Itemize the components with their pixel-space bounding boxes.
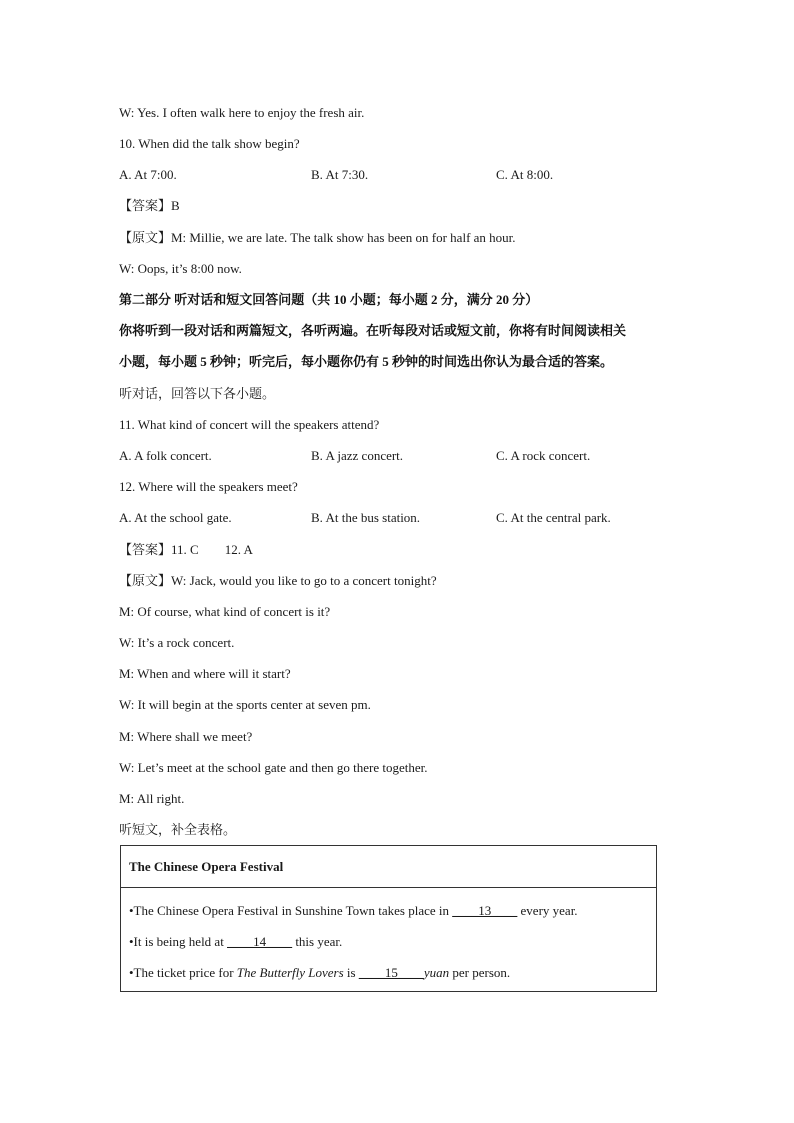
festival-table bbox=[120, 845, 657, 992]
option-a: A. A folk concert. bbox=[119, 448, 212, 463]
row-text: •It is being held at bbox=[129, 934, 228, 949]
listen-passage-instruction: 听短文，补全表格。 bbox=[119, 822, 237, 837]
dialog-line: M: When and where will it start? bbox=[119, 666, 291, 681]
currency-italic: yuan bbox=[423, 965, 450, 980]
dialog-line: M: Of course, what kind of concert is it? bbox=[119, 604, 331, 619]
dialog-line: W: Yes. I often walk here to enjoy the fresh air. bbox=[119, 105, 365, 120]
question-12-options bbox=[119, 510, 639, 526]
table-row bbox=[129, 903, 578, 919]
dialog-line: W: Let’s meet at the school gate and then go there together. bbox=[119, 760, 428, 775]
table-row bbox=[129, 934, 342, 950]
row-text: per person. bbox=[449, 965, 511, 980]
question-10: 10. When did the talk show begin? bbox=[119, 136, 300, 151]
part-2-title: 第二部分 听对话和短文回答问题（共 10 小题；每小题 2 分，满分 20 分） bbox=[119, 292, 539, 307]
option-a: A. At the school gate. bbox=[119, 510, 232, 525]
row-text: is bbox=[343, 965, 359, 980]
dialog-line: W: Oops, it’s 8:00 now. bbox=[119, 261, 242, 276]
question-11: 11. What kind of concert will the speakers attend? bbox=[119, 417, 380, 432]
blank-13: ____13____ bbox=[452, 903, 518, 918]
answer-10: 【答案】B bbox=[119, 198, 180, 213]
question-12: 12. Where will the speakers meet? bbox=[119, 479, 298, 494]
option-c: C. At the central park. bbox=[496, 510, 611, 525]
dialog-line: W: It will begin at the sports center at seven pm. bbox=[119, 697, 371, 712]
listen-dialog-instruction: 听对话，回答以下各小题。 bbox=[119, 386, 276, 401]
table-title: The Chinese Opera Festival bbox=[129, 859, 284, 874]
table-header bbox=[121, 846, 656, 888]
option-a: A. At 7:00. bbox=[119, 167, 177, 182]
row-text: every year. bbox=[517, 903, 578, 918]
question-11-options bbox=[119, 448, 639, 464]
option-c: C. A rock concert. bbox=[496, 448, 591, 463]
option-b: B. A jazz concert. bbox=[311, 448, 404, 463]
blank-14: ____14____ bbox=[227, 934, 293, 949]
question-10-options bbox=[119, 167, 639, 183]
row-text: this year. bbox=[292, 934, 343, 949]
part-2-instructions-1: 你将听到一段对话和两篇短文，各听两遍。在听每段对话或短文前，你将有时间阅读相关 bbox=[119, 323, 627, 338]
option-b: B. At 7:30. bbox=[311, 167, 369, 182]
blank-15: ____15____ bbox=[358, 965, 424, 980]
option-b: B. At the bus station. bbox=[311, 510, 421, 525]
dialog-line: W: It’s a rock concert. bbox=[119, 635, 235, 650]
dialog-line: M: All right. bbox=[119, 791, 185, 806]
original-text-10: 【原文】M: Millie, we are late. The talk show has been on for half an hour. bbox=[119, 230, 516, 245]
table-row bbox=[129, 965, 510, 981]
original-text-11: 【原文】W: Jack, would you like to go to a concert tonight? bbox=[119, 573, 437, 588]
answer-11-12: 【答案】11. C 12. A bbox=[119, 542, 253, 557]
part-2-instructions-2: 小题，每小题 5 秒钟；听完后，每小题你仍有 5 秒钟的时间选出你认为最合适的答案。 bbox=[119, 354, 614, 369]
option-c: C. At 8:00. bbox=[496, 167, 554, 182]
title-italic: The Butterfly Lovers bbox=[236, 965, 344, 980]
dialog-line: M: Where shall we meet? bbox=[119, 729, 253, 744]
row-text: •The Chinese Opera Festival in Sunshine Town takes place in bbox=[129, 903, 453, 918]
row-text: •The ticket price for bbox=[129, 965, 237, 980]
